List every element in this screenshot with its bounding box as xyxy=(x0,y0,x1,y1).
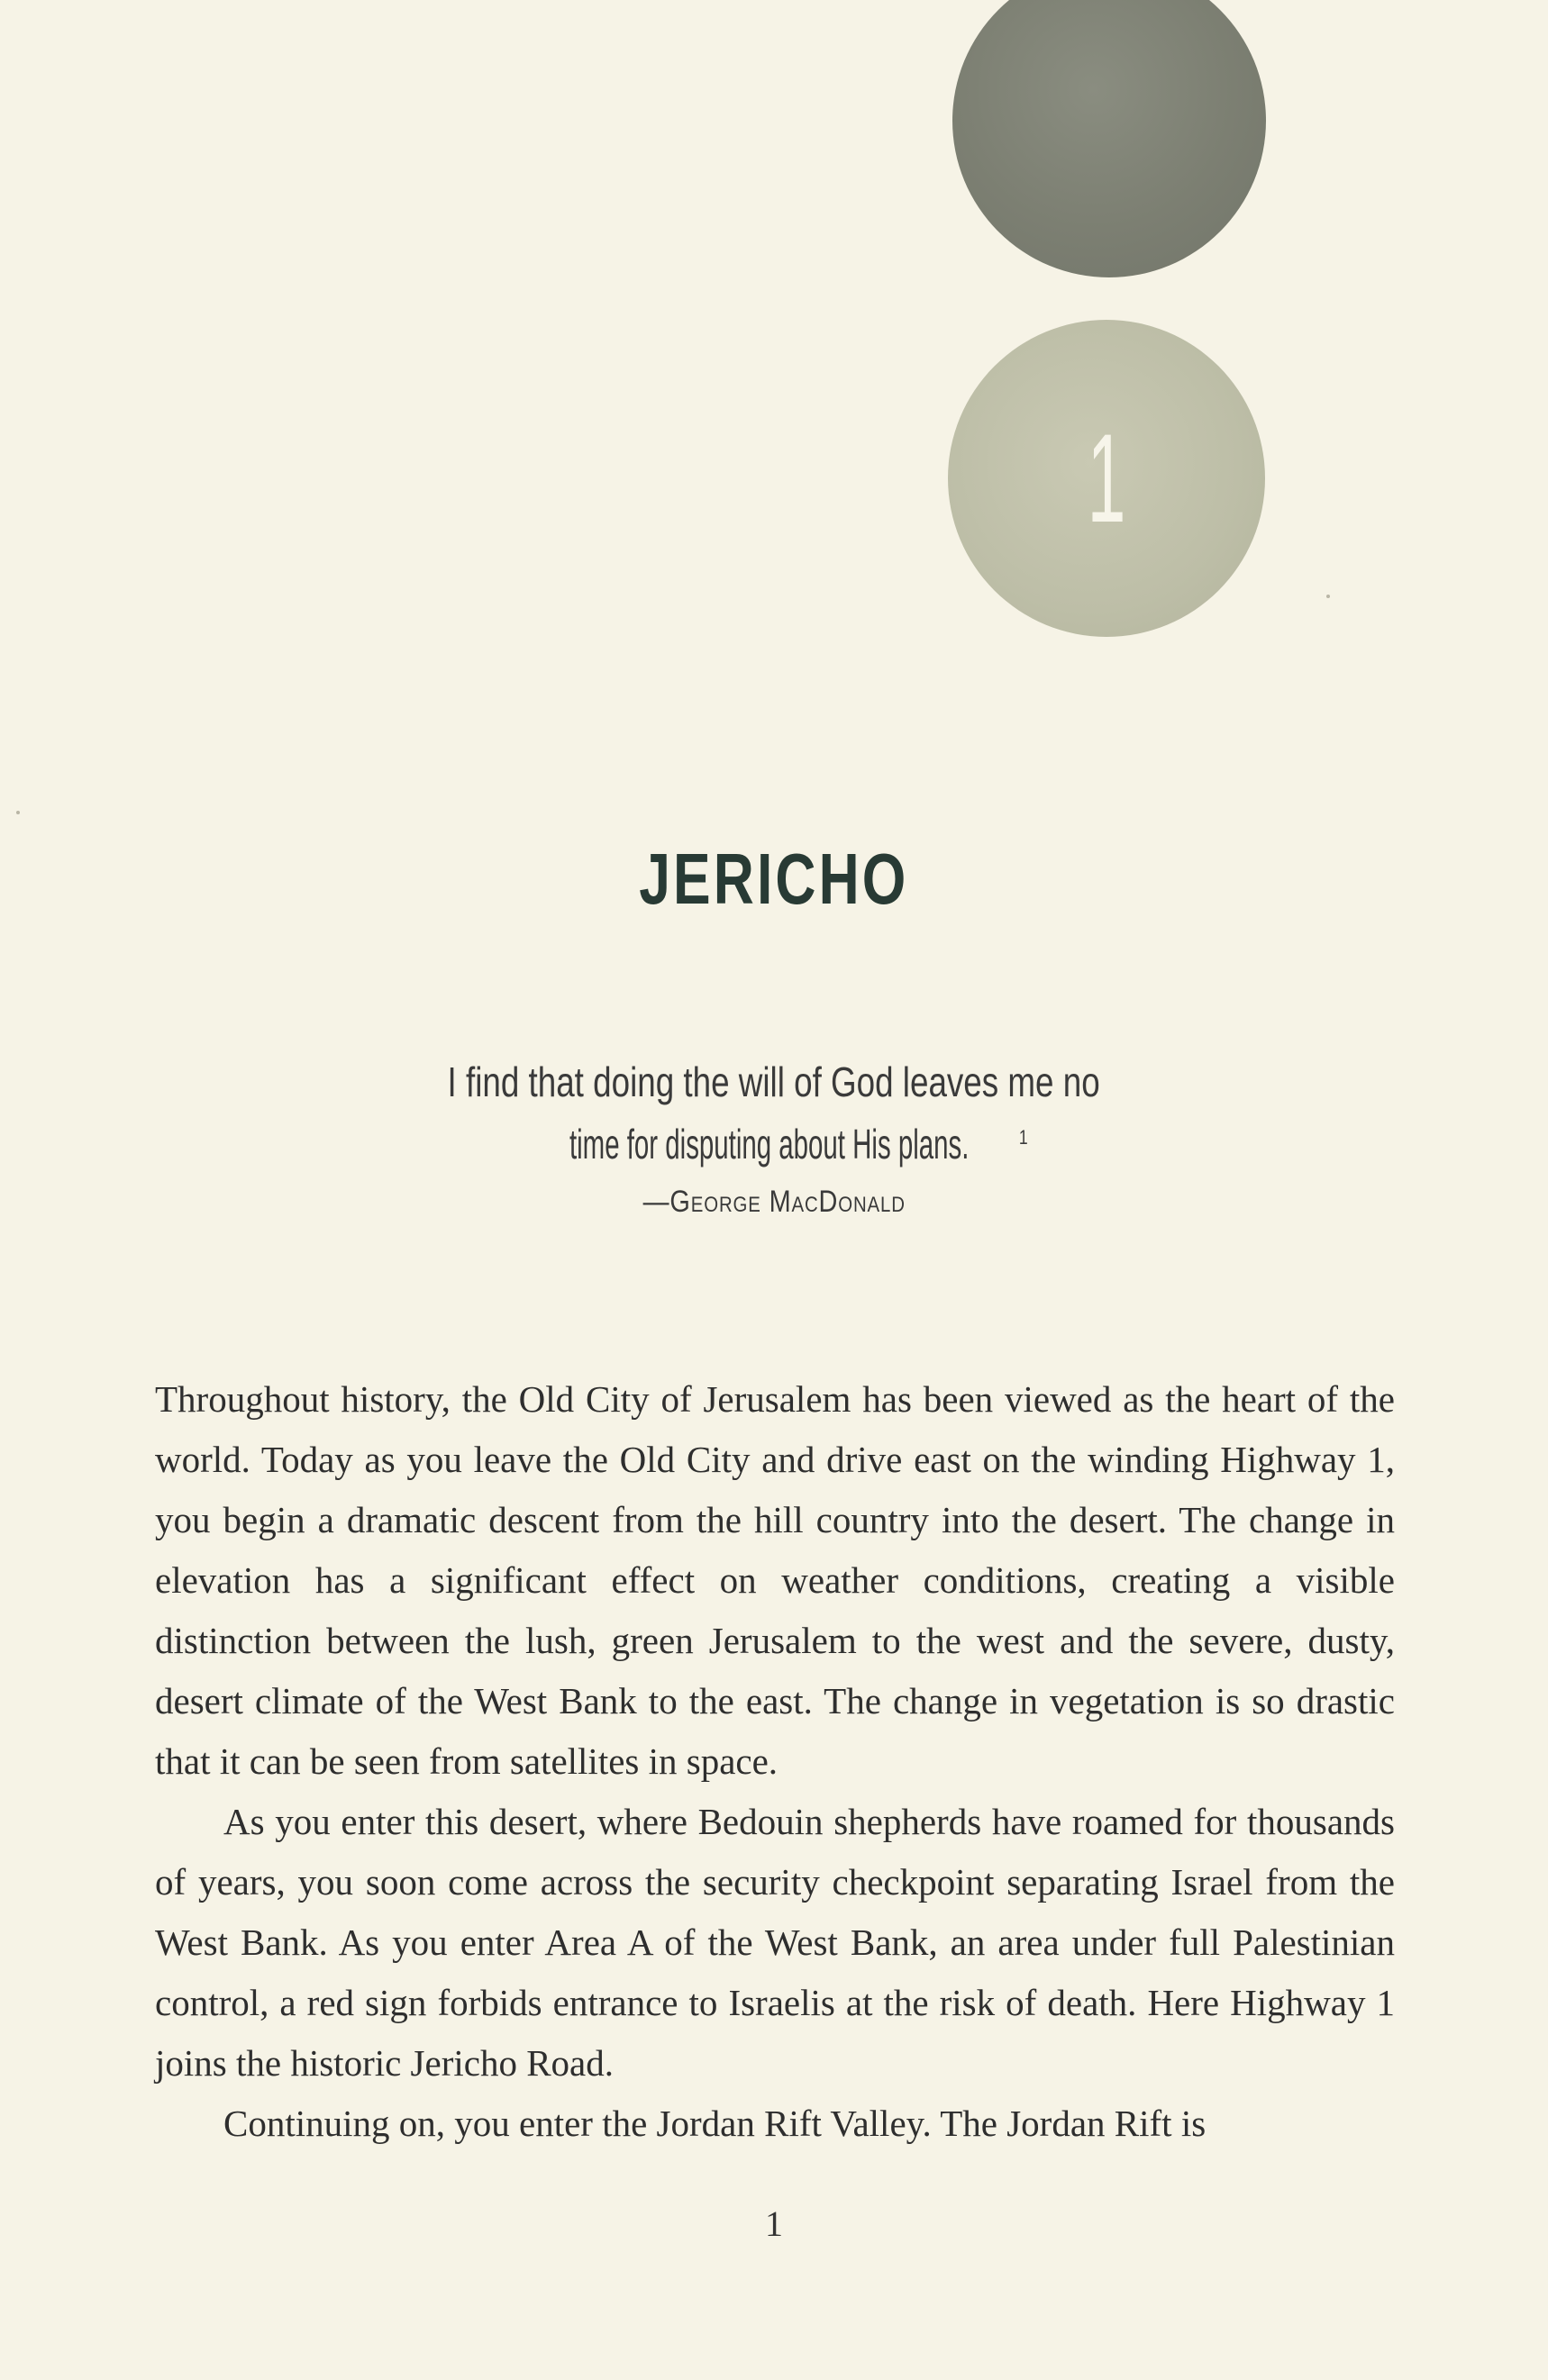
epigraph-attribution xyxy=(0,1174,1548,1230)
body-text xyxy=(155,1369,1395,2154)
epigraph-line-2-wrap xyxy=(520,1110,1028,1172)
paragraph: Continuing on, you enter the Jordan Rift Valley. The Jordan Rift is xyxy=(223,2103,1207,2144)
epigraph-line-1 xyxy=(0,1054,1548,1110)
epigraph xyxy=(0,1054,1548,1230)
chapter-title xyxy=(0,838,1548,921)
paragraph: Throughout history, the Old City of Jerusalem has been viewed as the heart of the world. Today as you leave the Old City and drive east on the winding Highway 1, you begin a dramatic descent from the hill country into the desert. The change in elevation has a significant effect on weather conditions, creating a visible distinction between the lush, green Jerusalem to the west and the severe, dusty, desert climate of the West Bank to the east. The change in vegetation is so drastic that it can be seen from satellites in space. xyxy=(155,1378,1395,1782)
decorative-dark-circle xyxy=(952,0,1266,277)
epigraph-line-2 xyxy=(0,1110,1548,1172)
paper-speck xyxy=(16,811,20,814)
chapter-title-text: JERICHO xyxy=(639,839,909,919)
page-number: 1 xyxy=(765,2203,783,2244)
paragraph: As you enter this desert, where Bedouin shepherds have roamed for thousands of years, you soon come across the security checkpoint separating Israel from the West Bank. As you enter Area A of the West Bank, an area under full Palestinian control, a red sign forbids entrance to Israelis at the risk of death. Here Highway 1 joins the historic Jericho Road. xyxy=(155,1801,1395,2084)
paper-speck xyxy=(1326,595,1330,598)
epigraph-line-1-text: I find that doing the will of God leaves me no xyxy=(447,1058,1101,1105)
epigraph-attribution-text: —George MacDonald xyxy=(642,1185,906,1220)
chapter-number: 1 xyxy=(1087,407,1126,549)
epigraph-line-2-text: time for disputing about His plans. xyxy=(569,1121,970,1168)
footnote-mark[interactable]: 1 xyxy=(1019,1126,1029,1149)
